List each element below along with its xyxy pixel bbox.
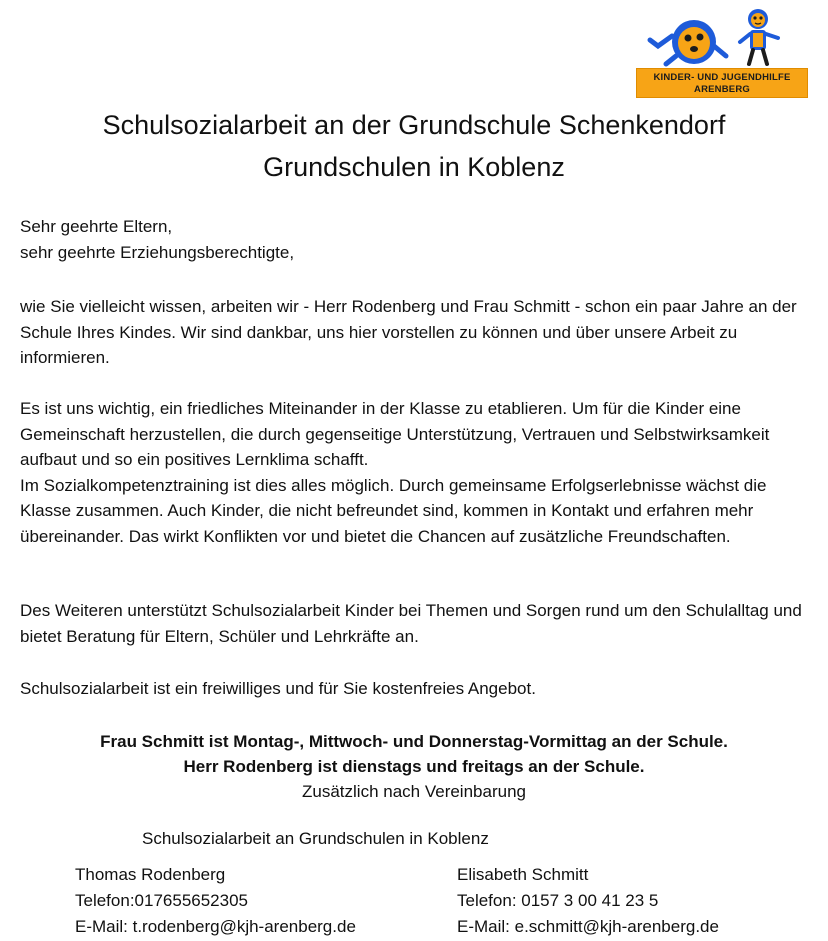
contact-phone: Telefon:017655652305 [75,891,248,910]
logo-figures-icon [636,6,808,68]
salutation-line-1: Sehr geehrte Eltern, [20,217,173,236]
logo-line-2: ARENBERG [694,84,750,95]
paragraph-social-competence [20,396,810,549]
organization-logo [636,6,808,98]
paragraph-2a-text: Es ist uns wichtig, ein friedliches Miteinander in der Klasse zu etablieren. Um für die Kinder eine Gemeinschaft herzustellen, die durch gegenseitige Unterstützung, Vertrauen und Selbstwirksamkeit aufbaut und so ein positives Lernklima schafft. [20,399,770,469]
paragraph-counseling [20,598,810,649]
schedule-schmitt: Frau Schmitt ist Montag-, Mittwoch- und Donnerstag-Vormittag an der Schule. [100,732,728,751]
document-title: Schulsozialarbeit an der Grundschule Schenkendorf [102,110,726,140]
paragraph-4-text: Schulsozialarbeit ist ein freiwilliges und für Sie kostenfreies Angebot. [20,679,536,698]
salutation [20,214,810,265]
paragraph-introduction [20,294,810,371]
paragraph-2b-text: Im Sozialkompetenztraining ist dies alles möglich. Durch gemeinsame Erfolgserlebnisse wächst die Klasse zusammen. Auch Kinder, die nicht befreundet sind, kommen in Kontakt und erfahren mehr übereinander. Das wirkt Konflikten vor und bietet die Chancen auf zusätzliche Freundschaften. [20,475,767,546]
contact-email: E-Mail: t.rodenberg@kjh-arenberg.de [75,917,356,936]
contact-rodenberg [75,862,356,940]
contact-phone: Telefon: 0157 3 00 41 23 5 [457,891,659,910]
paragraph-free-offer [20,676,810,702]
logo-small-figure [740,9,778,64]
contact-schmitt [457,862,719,940]
contact-name: Thomas Rodenberg [75,865,226,884]
contact-email: E-Mail: e.schmitt@kjh-arenberg.de [457,917,719,936]
logo-line-1: KINDER- UND JUGENDHILFE [653,72,791,83]
schedule-rodenberg: Herr Rodenberg ist dienstags und freitags an der Schule. [183,757,645,776]
footer-heading: Schulsozialarbeit an Grundschulen in Koblenz [142,829,489,848]
salutation-line-2: sehr geehrte Erziehungsberechtigte, [20,242,295,262]
logo-big-head [650,20,726,64]
schedule-additional: Zusätzlich nach Vereinbarung [302,782,526,801]
paragraph-3-text: Des Weiteren unterstützt Schulsozialarbeit Kinder bei Themen und Sorgen rund um den Schulalltag und bietet Beratung für Eltern, Schüler und Lehrkräfte an. [20,601,802,646]
logo-wordmark [636,68,808,98]
contact-name: Elisabeth Schmitt [457,865,589,884]
paragraph-1-text: wie Sie vielleicht wissen, arbeiten wir - Herr Rodenberg und Frau Schmitt - schon ein paar Jahre an der Schule Ihres Kindes. Wir sind dankbar, uns hier vorstellen zu können und über unsere Arbeit zu informieren. [20,297,797,367]
document-subtitle: Grundschulen in Koblenz [263,152,565,182]
